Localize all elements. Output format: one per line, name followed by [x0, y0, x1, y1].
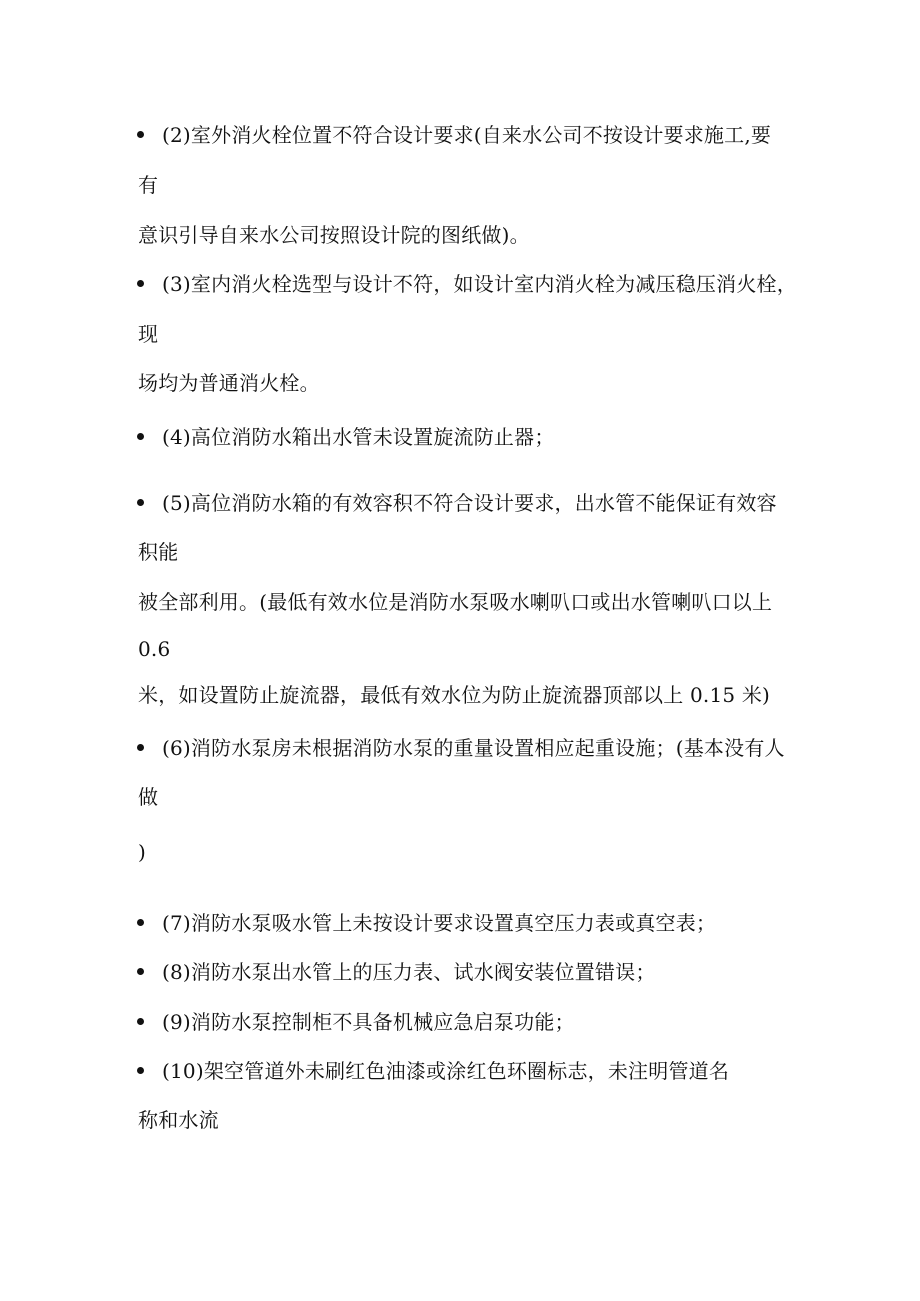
list-item-continuation: 意识引导自来水公司按照设计院的图纸做)。	[138, 223, 530, 247]
list-item-text: (10)架空管道外未刷红色油漆或涂红色环圈标志，未注明管道名	[162, 1059, 730, 1083]
list-item-continuation: 0.6	[138, 637, 171, 661]
list-item-continuation: 米，如设置防止旋流器，最低有效水位为防止旋流器顶部以上 0.15 米)	[138, 683, 771, 707]
list-item-continuation: 称和水流	[138, 1108, 219, 1132]
list-item-text: (5)高位消防水箱的有效容积不符合设计要求，出水管不能保证有效容	[162, 491, 777, 515]
list-item-continuation: 现	[138, 322, 159, 346]
list-item-text: (7)消防水泵吸水管上未按设计要求设置真空压力表或真空表；	[162, 911, 717, 935]
list-item	[137, 1058, 729, 1084]
list-item	[137, 910, 716, 936]
list-item-text: (4)高位消防水箱出水管未设置旋流防止器；	[162, 425, 555, 449]
list-item-text: (9)消防水泵控制柜不具备机械应急启泵功能；	[162, 1010, 575, 1034]
list-item-continuation: 有	[138, 173, 159, 197]
list-item-continuation: 被全部利用。(最低有效水位是消防水泵吸水喇叭口或出水管喇叭口以上	[138, 590, 773, 614]
list-item	[137, 1009, 575, 1035]
bullet-icon	[137, 499, 144, 506]
list-item-continuation: 积能	[138, 540, 179, 564]
list-item-continuation: 做	[138, 785, 159, 809]
list-item-text: (8)消防水泵出水管上的压力表、试水阀安装位置错误；	[162, 960, 656, 984]
bullet-icon	[137, 744, 144, 751]
bullet-icon	[137, 968, 144, 975]
list-item-text: (6)消防水泵房未根据消防水泵的重量设置相应起重设施；(基本没有人	[162, 736, 785, 760]
list-item	[137, 735, 785, 761]
list-item	[137, 490, 777, 516]
bullet-icon	[137, 131, 144, 138]
list-item-text: (3)室内消火栓选型与设计不符，如设计室内消火栓为减压稳压消火栓，	[162, 272, 797, 296]
bullet-icon	[137, 919, 144, 926]
list-item-continuation: )	[138, 840, 147, 864]
bullet-icon	[137, 1067, 144, 1074]
list-item	[137, 959, 656, 985]
list-item-continuation: 场均为普通消火栓。	[138, 371, 320, 395]
list-item	[137, 424, 555, 450]
bullet-icon	[137, 1018, 144, 1025]
list-item-text: (2)室外消火栓位置不符合设计要求(自来水公司不按设计要求施工,要	[162, 123, 772, 147]
list-item	[137, 271, 797, 297]
bullet-icon	[137, 280, 144, 287]
bullet-icon	[137, 433, 144, 440]
list-item	[137, 122, 771, 148]
